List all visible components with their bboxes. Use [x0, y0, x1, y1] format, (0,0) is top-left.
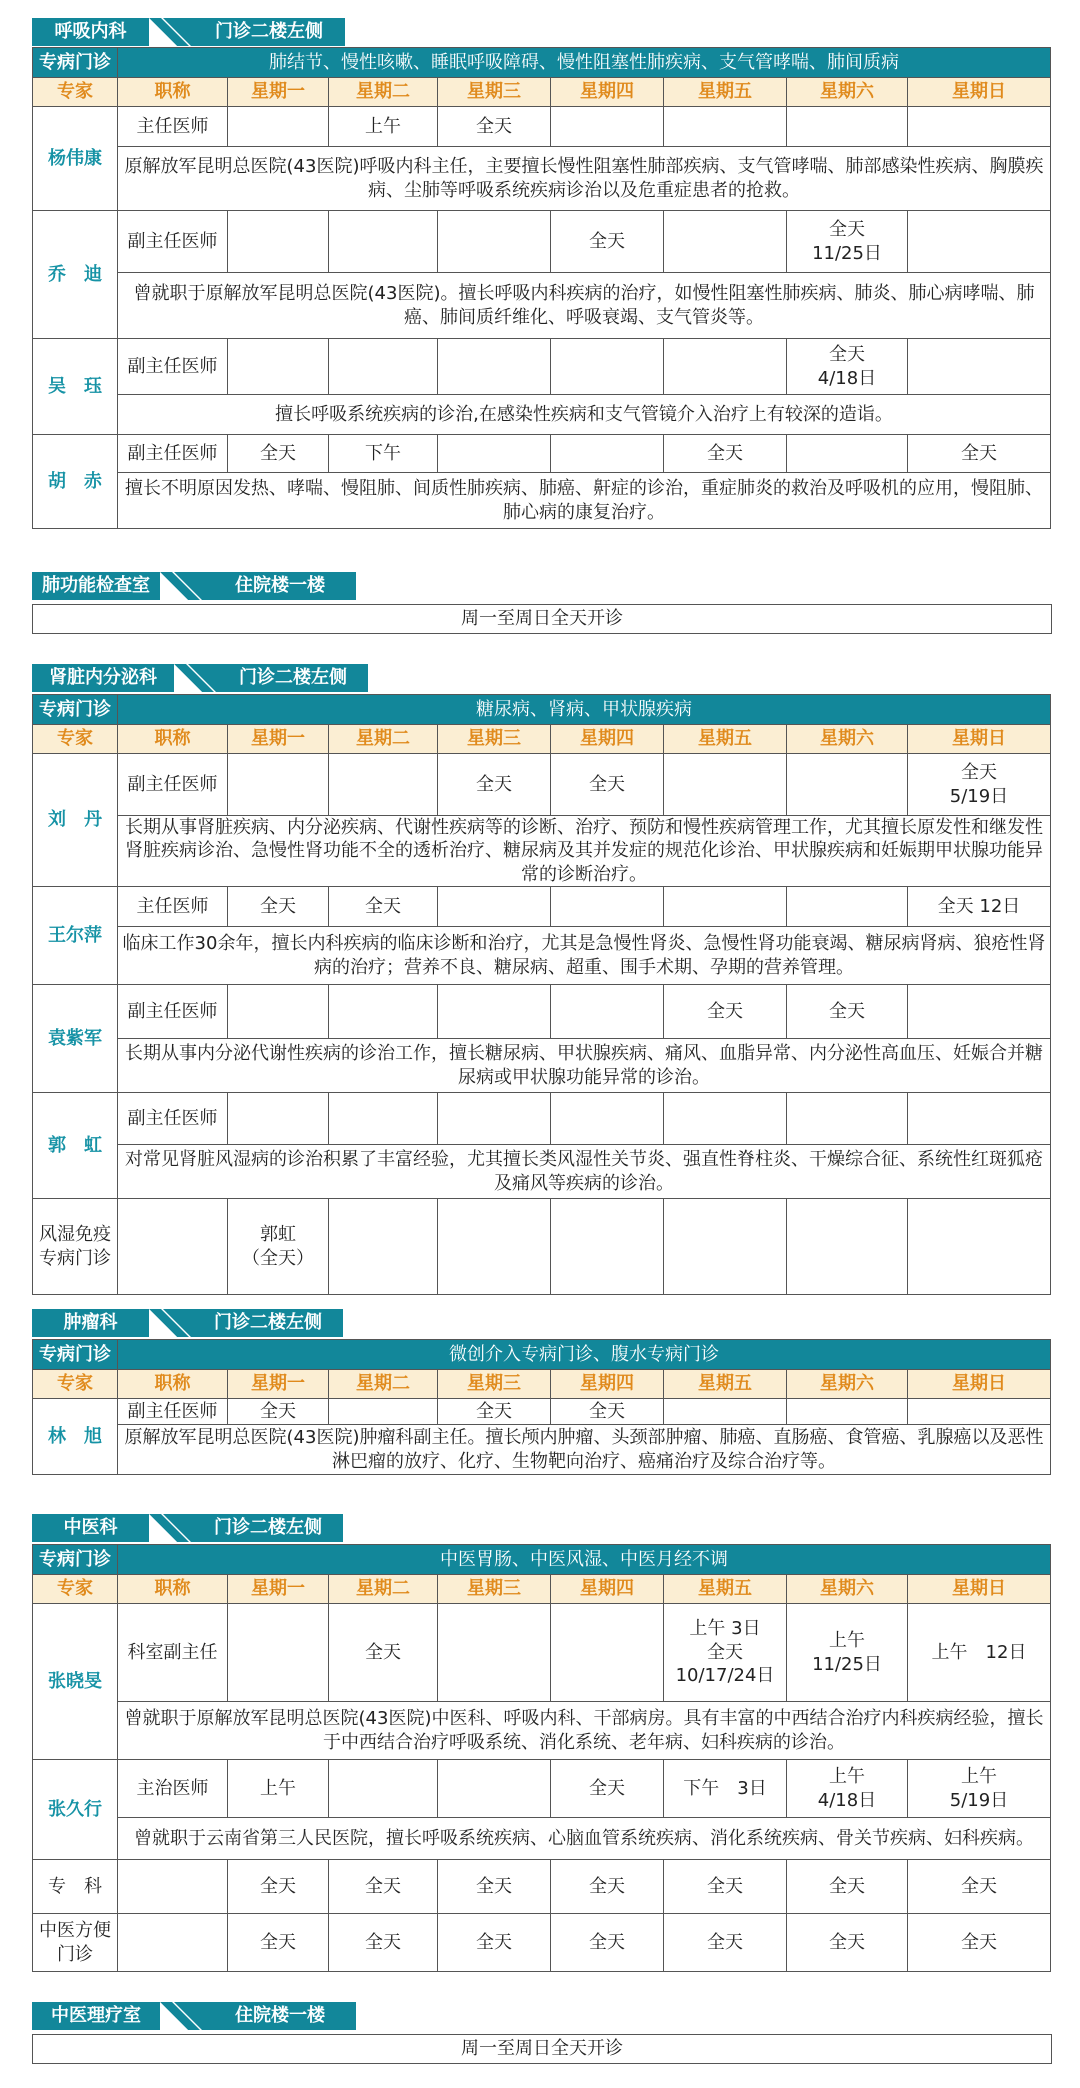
specialty-row — [33, 1545, 1051, 1575]
column-header: 星期六 — [787, 1370, 908, 1399]
day-cell: 全天 — [438, 107, 551, 147]
location-tab: 门诊二楼左侧 — [193, 1309, 343, 1337]
day-cell: 全天 — [664, 1860, 787, 1914]
column-header: 职称 — [118, 725, 228, 754]
day-cell — [664, 107, 787, 147]
doctor-description: 曾就职于原解放军昆明总医院(43医院)中医科、呼吸内科、干部病房。具有丰富的中西结合治疗内科疾病经验，擅长于中西结合治疗呼吸系统、消化系统、老年病、妇科疾病的诊治。 — [118, 1702, 1051, 1760]
column-header: 星期五 — [664, 1370, 787, 1399]
department-tab: 中医科 — [32, 1514, 149, 1542]
day-cell: 上午 11/25日 — [787, 1604, 908, 1702]
day-cell — [908, 1199, 1051, 1295]
column-header: 星期四 — [551, 78, 664, 107]
description-row — [33, 395, 1051, 435]
doctor-name: 胡 赤 — [33, 435, 118, 529]
department-tab: 肿瘤科 — [32, 1309, 149, 1337]
divider-slash — [149, 1514, 193, 1542]
description-row — [33, 147, 1051, 211]
doctor-description: 原解放军昆明总医院(43医院)呼吸内科主任，主要擅长慢性阻塞性肺部疾病、支气管哮喘、肺部感染性疾病、胸膜疾病、尘肺等呼吸系统疾病诊治以及危重症患者的抢救。 — [118, 147, 1051, 211]
doctor-description: 临床工作30余年，擅长内科疾病的临床诊断和治疗，尤其是急慢性肾炎、急慢性肾功能衰竭、糖尿病肾病、狼疮性肾病的治疗；营养不良、糖尿病、超重、围手术期、孕期的营养管理。 — [118, 927, 1051, 985]
day-cell: 全天 — [664, 435, 787, 473]
day-cell: 全天 — [787, 1914, 908, 1972]
day-cell — [664, 1199, 787, 1295]
day-cell — [551, 1199, 664, 1295]
day-cell: 全天 — [551, 211, 664, 273]
special-clinic-row — [33, 1860, 1051, 1914]
column-header: 专家 — [33, 78, 118, 107]
schedule-row — [33, 887, 1051, 927]
day-cell — [664, 887, 787, 927]
day-cell — [908, 1399, 1051, 1425]
day-cell: 全天 — [551, 1860, 664, 1914]
day-cell — [329, 1760, 438, 1818]
column-header: 星期一 — [228, 1575, 329, 1604]
day-cell — [228, 754, 329, 816]
divider-slash — [160, 572, 204, 600]
column-header: 职称 — [118, 78, 228, 107]
day-cell: 上午 — [329, 107, 438, 147]
day-cell — [438, 1093, 551, 1145]
section-header — [32, 572, 356, 600]
day-cell — [551, 887, 664, 927]
day-cell — [438, 887, 551, 927]
special-clinic-row — [33, 1199, 1051, 1295]
doctor-description: 曾就职于云南省第三人民医院，擅长呼吸系统疾病、心脑血管系统疾病、消化系统疾病、骨关节疾病、妇科疾病。 — [118, 1818, 1051, 1860]
day-cell — [329, 1093, 438, 1145]
day-cell — [551, 339, 664, 395]
column-header: 星期二 — [329, 1370, 438, 1399]
section-header — [32, 1309, 343, 1337]
section-header — [32, 18, 345, 46]
day-cell — [908, 211, 1051, 273]
day-cell — [329, 754, 438, 816]
doctor-name: 袁紫军 — [33, 985, 118, 1093]
column-header: 星期日 — [908, 1370, 1051, 1399]
day-cell — [228, 211, 329, 273]
day-cell: 全天 — [228, 1399, 329, 1425]
specialty-row — [33, 48, 1051, 78]
doctor-description: 对常见肾脏风湿病的诊治积累了丰富经验，尤其擅长类风湿性关节炎、强直性脊柱炎、干燥综合征、系统性红斑狐疮及痛风等疾病的诊治。 — [118, 1145, 1051, 1199]
description-row — [33, 1818, 1051, 1860]
section-header — [32, 2002, 356, 2030]
doctor-name: 林 旭 — [33, 1399, 118, 1475]
day-cell: 全天 5/19日 — [908, 754, 1051, 816]
specialty-list: 肺结节、慢性咳嗽、睡眠呼吸障碍、慢性阻塞性肺疾病、支气管哮喘、肺间质病 — [118, 48, 1051, 78]
department-tab: 中医理疗室 — [32, 2002, 160, 2030]
day-cell: 全天 4/18日 — [787, 339, 908, 395]
day-cell: 全天 — [438, 1399, 551, 1425]
schedule-row — [33, 211, 1051, 273]
day-cell: 下午 3日 — [664, 1760, 787, 1818]
doctor-name: 乔 迪 — [33, 211, 118, 339]
day-cell — [787, 1199, 908, 1295]
doctor-title: 科室副主任 — [118, 1604, 228, 1702]
day-cell: 全天 — [787, 1860, 908, 1914]
column-header: 星期二 — [329, 78, 438, 107]
day-cell — [329, 1399, 438, 1425]
divider-slash — [160, 2002, 204, 2030]
day-cell: 全天 — [551, 1760, 664, 1818]
description-row — [33, 473, 1051, 529]
divider-slash — [174, 664, 218, 692]
column-header: 星期三 — [438, 725, 551, 754]
day-cell: 全天 — [438, 1914, 551, 1972]
schedule-row — [33, 107, 1051, 147]
day-cell: 全天 — [664, 1914, 787, 1972]
day-cell — [908, 107, 1051, 147]
doctor-title: 主任医师 — [118, 107, 228, 147]
column-header-row — [33, 725, 1051, 754]
column-header: 星期五 — [664, 78, 787, 107]
doctor-title: 副主任医师 — [118, 985, 228, 1039]
schedule-row — [33, 1093, 1051, 1145]
divider-slash — [149, 1309, 193, 1337]
doctor-description: 原解放军昆明总医院(43医院)肿瘤科副主任。擅长颅内肿瘤、头颈部肿瘤、肺癌、直肠癌、食管癌、乳腺癌以及恶性淋巴瘤的放疗、化疗、生物靶向治疗、癌痛治疗及综合治疗等。 — [118, 1425, 1051, 1475]
day-cell: 上午 5/19日 — [908, 1760, 1051, 1818]
day-cell — [551, 435, 664, 473]
schedule-row — [33, 1604, 1051, 1702]
doctor-description: 擅长呼吸系统疾病的诊治,在感染性疾病和支气管镜介入治疗上有较深的造诣。 — [118, 395, 1051, 435]
day-cell — [228, 1604, 329, 1702]
day-cell — [664, 754, 787, 816]
doctor-title: 主任医师 — [118, 887, 228, 927]
day-cell: 全天 — [329, 1604, 438, 1702]
column-header-row — [33, 78, 1051, 107]
title-cell-empty — [118, 1860, 228, 1914]
day-cell: 全天 — [329, 1860, 438, 1914]
column-header: 星期二 — [329, 725, 438, 754]
doctor-title: 副主任医师 — [118, 211, 228, 273]
schedule-row — [33, 985, 1051, 1039]
doctor-description: 曾就职于原解放军昆明总医院(43医院)。擅长呼吸内科疾病的治疗，如慢性阻塞性肺疾病、肺炎、肺心病哮喘、肺癌、肺间质纤维化、呼吸衰竭、支气管炎等。 — [118, 273, 1051, 339]
department-tab: 肺功能检查室 — [32, 572, 160, 600]
day-cell: 全天 — [228, 1860, 329, 1914]
column-header: 星期六 — [787, 725, 908, 754]
day-cell — [787, 1399, 908, 1425]
day-cell — [438, 339, 551, 395]
doctor-name: 杨伟康 — [33, 107, 118, 211]
specialty-label: 专病门诊 — [33, 1545, 118, 1575]
day-cell — [551, 107, 664, 147]
schedule-row — [33, 435, 1051, 473]
day-cell — [908, 339, 1051, 395]
open-hours-box: 周一至周日全天开诊 — [32, 604, 1052, 634]
day-cell — [329, 985, 438, 1039]
column-header: 专家 — [33, 1370, 118, 1399]
doctor-title: 副主任医师 — [118, 1093, 228, 1145]
doctor-title: 副主任医师 — [118, 1399, 228, 1425]
doctor-description: 擅长不明原因发热、哮喘、慢阻肺、间质性肺疾病、肺癌、鼾症的诊治，重症肺炎的救治及呼吸机的应用，慢阻肺、肺心病的康复治疗。 — [118, 473, 1051, 529]
specialty-label: 专病门诊 — [33, 695, 118, 725]
doctor-title: 主治医师 — [118, 1760, 228, 1818]
column-header: 星期三 — [438, 78, 551, 107]
day-cell — [664, 1399, 787, 1425]
day-cell — [329, 211, 438, 273]
day-cell: 全天 — [228, 887, 329, 927]
day-cell — [329, 1199, 438, 1295]
divider-slash — [149, 18, 193, 46]
schedule-table — [32, 1544, 1051, 1972]
day-cell — [228, 339, 329, 395]
description-row — [33, 273, 1051, 339]
special-clinic-label: 专 科 — [33, 1860, 118, 1914]
column-header: 专家 — [33, 1575, 118, 1604]
column-header-row — [33, 1575, 1051, 1604]
schedule-row — [33, 1399, 1051, 1425]
day-cell: 全天 — [908, 435, 1051, 473]
column-header: 星期三 — [438, 1370, 551, 1399]
day-cell — [787, 435, 908, 473]
day-cell: 全天 — [908, 1860, 1051, 1914]
day-cell — [228, 1093, 329, 1145]
day-cell: 全天 11/25日 — [787, 211, 908, 273]
location-tab: 住院楼一楼 — [204, 2002, 356, 2030]
day-cell — [438, 1760, 551, 1818]
day-cell — [787, 754, 908, 816]
day-cell — [438, 211, 551, 273]
day-cell — [228, 985, 329, 1039]
doctor-description: 长期从事肾脏疾病、内分泌疾病、代谢性疾病等的诊断、治疗、预防和慢性疾病管理工作，尤其擅长原发性和继发性肾脏疾病诊治、急慢性肾功能不全的透析治疗、糖尿病及其并发症的规范化诊治、甲状腺疾病和妊娠期甲状腺功能异常的诊断治疗。 — [118, 816, 1051, 887]
day-cell: 郭虹 （全天） — [228, 1199, 329, 1295]
column-header: 星期一 — [228, 78, 329, 107]
day-cell — [438, 435, 551, 473]
day-cell — [438, 985, 551, 1039]
location-tab: 门诊二楼左侧 — [218, 664, 368, 692]
day-cell — [787, 887, 908, 927]
column-header: 星期四 — [551, 1370, 664, 1399]
schedule-row — [33, 1760, 1051, 1818]
location-tab: 门诊二楼左侧 — [193, 1514, 343, 1542]
schedule-table — [32, 694, 1051, 1295]
doctor-title: 副主任医师 — [118, 339, 228, 395]
specialty-list: 糖尿病、肾病、甲状腺疾病 — [118, 695, 1051, 725]
day-cell — [228, 107, 329, 147]
column-header: 星期日 — [908, 725, 1051, 754]
description-row — [33, 1145, 1051, 1199]
day-cell: 全天 — [551, 754, 664, 816]
description-row — [33, 1425, 1051, 1475]
section-header — [32, 1514, 343, 1542]
day-cell — [438, 1199, 551, 1295]
specialty-row — [33, 1340, 1051, 1370]
column-header: 星期三 — [438, 1575, 551, 1604]
department-tab: 呼吸内科 — [32, 18, 149, 46]
day-cell — [329, 339, 438, 395]
open-hours-box: 周一至周日全天开诊 — [32, 2034, 1052, 2064]
special-clinic-label: 中医方便 门诊 — [33, 1914, 118, 1972]
column-header: 星期五 — [664, 1575, 787, 1604]
doctor-description: 长期从事内分泌代谢性疾病的诊治工作，擅长糖尿病、甲状腺疾病、痛风、血脂异常、内分泌性高血压、妊娠合并糖尿病或甲状腺功能异常的诊治。 — [118, 1039, 1051, 1093]
location-tab: 住院楼一楼 — [204, 572, 356, 600]
day-cell — [908, 1093, 1051, 1145]
day-cell: 上午 — [228, 1760, 329, 1818]
description-row — [33, 1039, 1051, 1093]
day-cell — [664, 1093, 787, 1145]
column-header: 星期一 — [228, 1370, 329, 1399]
day-cell — [908, 985, 1051, 1039]
day-cell — [664, 339, 787, 395]
day-cell: 上午 4/18日 — [787, 1760, 908, 1818]
day-cell: 全天 — [438, 1860, 551, 1914]
day-cell: 下午 — [329, 435, 438, 473]
specialty-label: 专病门诊 — [33, 1340, 118, 1370]
location-tab: 门诊二楼左侧 — [193, 18, 345, 46]
column-header: 职称 — [118, 1575, 228, 1604]
doctor-name: 刘 丹 — [33, 754, 118, 887]
specialty-row — [33, 695, 1051, 725]
specialty-list: 中医胃肠、中医风湿、中医月经不调 — [118, 1545, 1051, 1575]
schedule-row — [33, 754, 1051, 816]
column-header: 星期四 — [551, 725, 664, 754]
column-header: 星期一 — [228, 725, 329, 754]
day-cell — [551, 1093, 664, 1145]
day-cell — [551, 1604, 664, 1702]
column-header: 星期二 — [329, 1575, 438, 1604]
day-cell: 全天 — [551, 1399, 664, 1425]
day-cell — [664, 211, 787, 273]
description-row — [33, 816, 1051, 887]
column-header: 星期日 — [908, 1575, 1051, 1604]
description-row — [33, 927, 1051, 985]
doctor-name: 张久行 — [33, 1760, 118, 1860]
day-cell — [787, 1093, 908, 1145]
description-row — [33, 1702, 1051, 1760]
title-cell-empty — [118, 1914, 228, 1972]
column-header-row — [33, 1370, 1051, 1399]
day-cell: 全天 — [664, 985, 787, 1039]
day-cell — [787, 107, 908, 147]
column-header: 职称 — [118, 1370, 228, 1399]
day-cell — [438, 1604, 551, 1702]
column-header: 星期四 — [551, 1575, 664, 1604]
day-cell: 全天 — [438, 754, 551, 816]
section-header — [32, 664, 368, 692]
special-clinic-row — [33, 1914, 1051, 1972]
column-header: 星期五 — [664, 725, 787, 754]
doctor-name: 吴 珏 — [33, 339, 118, 435]
day-cell: 全天 12日 — [908, 887, 1051, 927]
day-cell: 全天 — [329, 887, 438, 927]
day-cell: 全天 — [329, 1914, 438, 1972]
day-cell: 上午 12日 — [908, 1604, 1051, 1702]
title-cell-empty — [118, 1199, 228, 1295]
schedule-table — [32, 1339, 1051, 1475]
day-cell — [551, 985, 664, 1039]
schedule-table — [32, 47, 1051, 529]
column-header: 星期六 — [787, 78, 908, 107]
day-cell: 上午 3日 全天 10/17/24日 — [664, 1604, 787, 1702]
doctor-title: 副主任医师 — [118, 435, 228, 473]
schedule-row — [33, 339, 1051, 395]
column-header: 星期六 — [787, 1575, 908, 1604]
day-cell: 全天 — [228, 1914, 329, 1972]
department-tab: 肾脏内分泌科 — [32, 664, 174, 692]
special-clinic-label: 风湿免疫 专病门诊 — [33, 1199, 118, 1295]
column-header: 星期日 — [908, 78, 1051, 107]
specialty-list: 微创介入专病门诊、腹水专病门诊 — [118, 1340, 1051, 1370]
column-header: 专家 — [33, 725, 118, 754]
day-cell: 全天 — [228, 435, 329, 473]
doctor-name: 王尔萍 — [33, 887, 118, 985]
day-cell: 全天 — [551, 1914, 664, 1972]
day-cell: 全天 — [908, 1914, 1051, 1972]
doctor-title: 副主任医师 — [118, 754, 228, 816]
doctor-name: 张晓旻 — [33, 1604, 118, 1760]
day-cell: 全天 — [787, 985, 908, 1039]
doctor-name: 郭 虹 — [33, 1093, 118, 1199]
specialty-label: 专病门诊 — [33, 48, 118, 78]
